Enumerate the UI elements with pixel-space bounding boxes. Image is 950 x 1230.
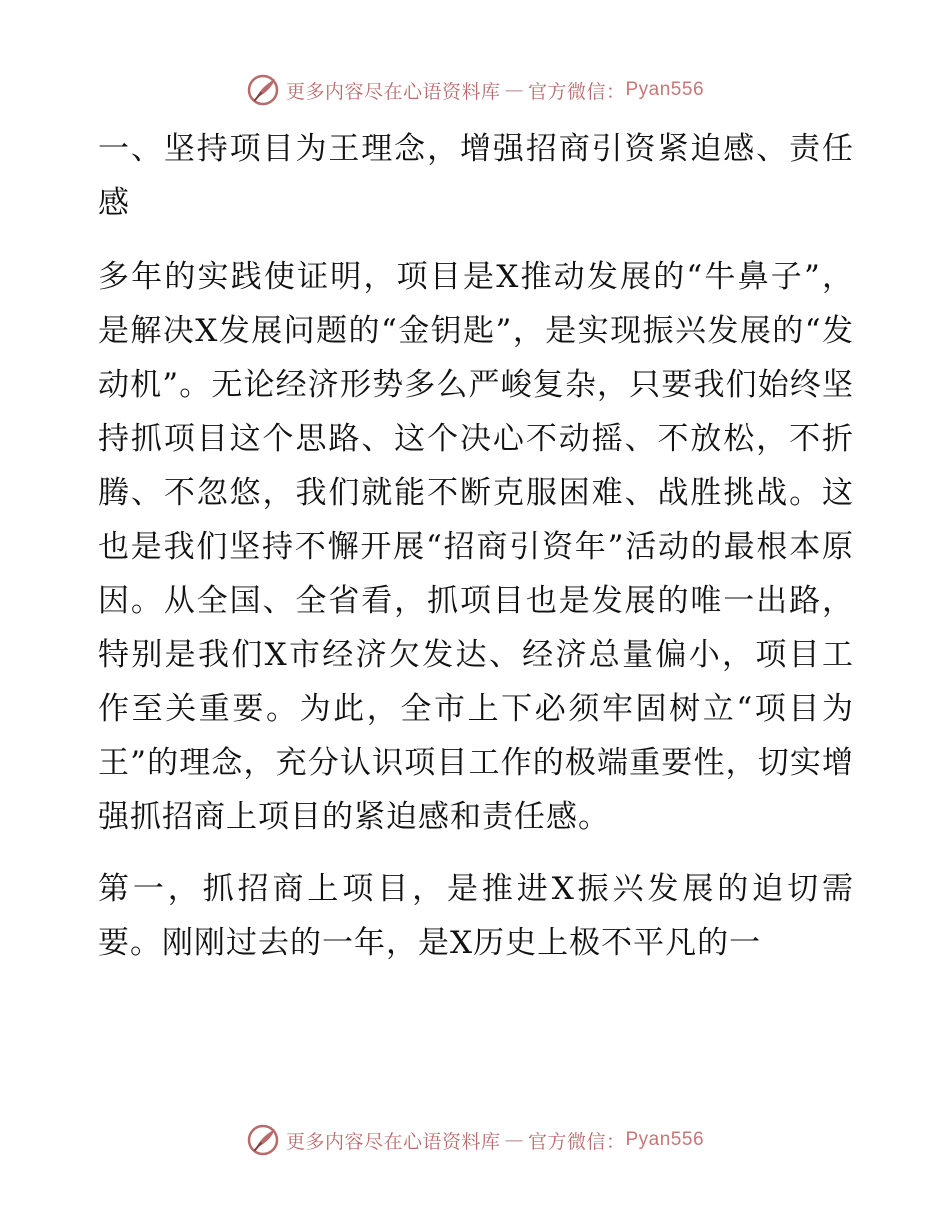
footer-watermark-banner: [0, 1120, 950, 1160]
body-paragraph: 多年的实践使证明，项目是X推动发展的“牛鼻子”，是解决X发展问题的“金钥匙”，是实现振兴发展的“发动机”。无论经济形势多么严峻复杂，只要我们始终坚持抓项目这个思路、这个决心不动摇、不放松，不折腾、不忽悠，我们就能不断克服困难、战胜挑战。这也是我们坚持不懈开展“招商引资年”活动的最根本原因。从全国、全省看，抓项目也是发展的唯一出路，特别是我们X市经济欠发达、经济总量偏小，项目工作至关重要。为此，全市上下必须牢固树立“项目为王”的理念，充分认识项目工作的极端重要性，切实增强抓招商上项目的紧迫感和责任感。: [98, 259, 854, 835]
watermark-wechat-id: Pyan556: [625, 79, 705, 100]
watermark-dash: —: [504, 1129, 524, 1151]
section-heading: 一、坚持项目为王理念，增强招商引资紧迫感、责任感: [98, 131, 854, 221]
document-body: [98, 122, 854, 970]
header-watermark-banner: [0, 70, 950, 110]
watermark-wechat-label: 官方微信：: [527, 1130, 626, 1153]
watermark-wechat-label: 官方微信：: [527, 80, 626, 103]
watermark-text: 更多内容尽在心语资料库: [285, 1130, 501, 1153]
watermark-dash: —: [504, 79, 524, 101]
quill-logo-icon: [246, 1123, 280, 1157]
body-paragraph: 第一，抓招商上项目，是推进X振兴发展的迫切需要。刚刚过去的一年，是X历史上极不平凡的一: [98, 871, 854, 961]
watermark-wechat-id: Pyan556: [625, 1129, 705, 1150]
watermark-text: 更多内容尽在心语资料库: [285, 80, 501, 103]
quill-logo-icon: [246, 73, 280, 107]
